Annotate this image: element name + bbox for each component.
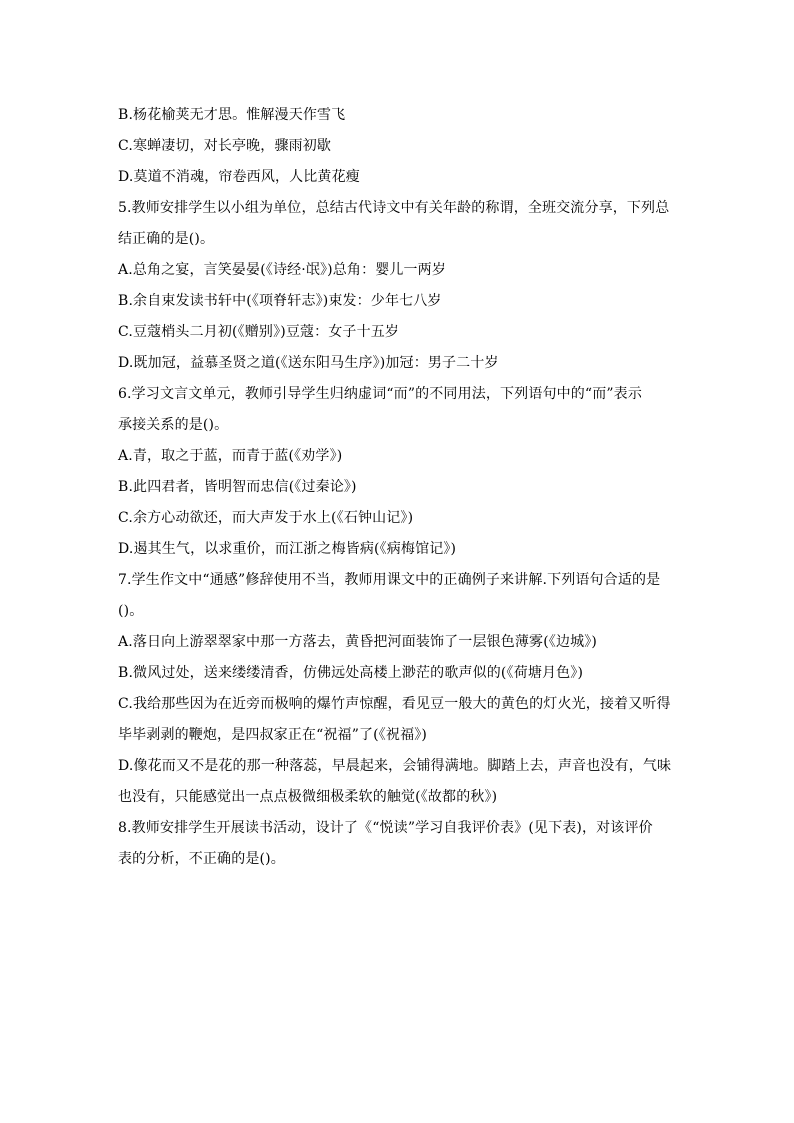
question-5-stem-cont: 结正确的是()。 — [118, 231, 215, 247]
option-4c-text: C.寒蝉凄切，对长亭晚，骤雨初歇 — [118, 138, 332, 154]
option-5d-text: D.既加冠，益慕圣贤之道(《送东阳马生序》)加冠：男子二十岁 — [118, 355, 499, 371]
question-8-stem-cont: 表的分析，不正确的是()。 — [118, 851, 285, 867]
option-7d-text: D.像花而又不是花的那一种落蕊，早晨起来，会铺得满地。脚踏上去，声音也没有，气味 — [118, 758, 672, 774]
question-6-stem-cont: 承接关系的是()。 — [118, 417, 229, 433]
option-6d-text: D.遏其生气，以求重价，而江浙之梅皆病(《病梅馆记》) — [118, 541, 457, 557]
option-7c-text-cont: 毕毕剥剥的鞭炮，是四叔家正在“祝福”了(《祝福》) — [118, 727, 427, 743]
question-7-stem: 7.学生作文中“通感”修辞使用不当，教师用课文中的正确例子来讲解.下列语句合适的是 — [118, 572, 661, 588]
option-7d-text-cont: 也没有，只能感觉出一点点极微细极柔软的触觉(《故都的秋》) — [118, 789, 498, 805]
document-page — [118, 100, 678, 875]
option-7a-text: A.落日向上游翠翠家中那一方落去，黄昏把河面装饰了一层银色薄雾(《边城》) — [118, 634, 598, 650]
question-6-stem: 6.学习文言文单元，教师引导学生归纳虚词“而”的不同用法，下列语句中的“而”表示 — [118, 386, 642, 402]
option-5b-text: B.余自束发读书轩中(《项脊轩志》)束发：少年七八岁 — [118, 293, 442, 309]
option-7c-text: C.我给那些因为在近旁而极响的爆竹声惊醒，看见豆一般大的黄色的灯火光，接着又听得 — [118, 696, 671, 712]
question-8-stem: 8.教师安排学生开展读书活动，设计了《“悦读”学习自我评价表》(见下表)，对该评价 — [118, 820, 653, 836]
option-4d-text: D.莫道不消魂，帘卷西风，人比黄花瘦 — [118, 169, 360, 185]
option-5c-text: C.豆蔻梢头二月初(《赠别》)豆蔻：女子十五岁 — [118, 324, 400, 340]
option-6b-text: B.此四君者，皆明智而忠信(《过秦论》) — [118, 479, 357, 495]
option-5a-text: A.总角之宴，言笑晏晏(《诗经·氓》)总角：婴儿一两岁 — [118, 262, 446, 278]
option-6a-text: A.青，取之于蓝，而青于蓝(《劝学》) — [118, 448, 343, 464]
question-5-stem: 5.教师安排学生以小组为单位，总结古代诗文中有关年龄的称谓，全班交流分享，下列总 — [118, 200, 670, 216]
option-4b-text: B.杨花榆荚无才思。惟解漫天作雪飞 — [118, 107, 346, 123]
question-7-stem-cont: ()。 — [118, 603, 144, 619]
option-6c-text: C.余方心动欲还，而大声发于水上(《石钟山记》) — [118, 510, 414, 526]
option-7b-text: B.微风过处，送来缕缕清香，仿佛远处高楼上渺茫的歌声似的(《荷塘月色》) — [118, 665, 584, 681]
